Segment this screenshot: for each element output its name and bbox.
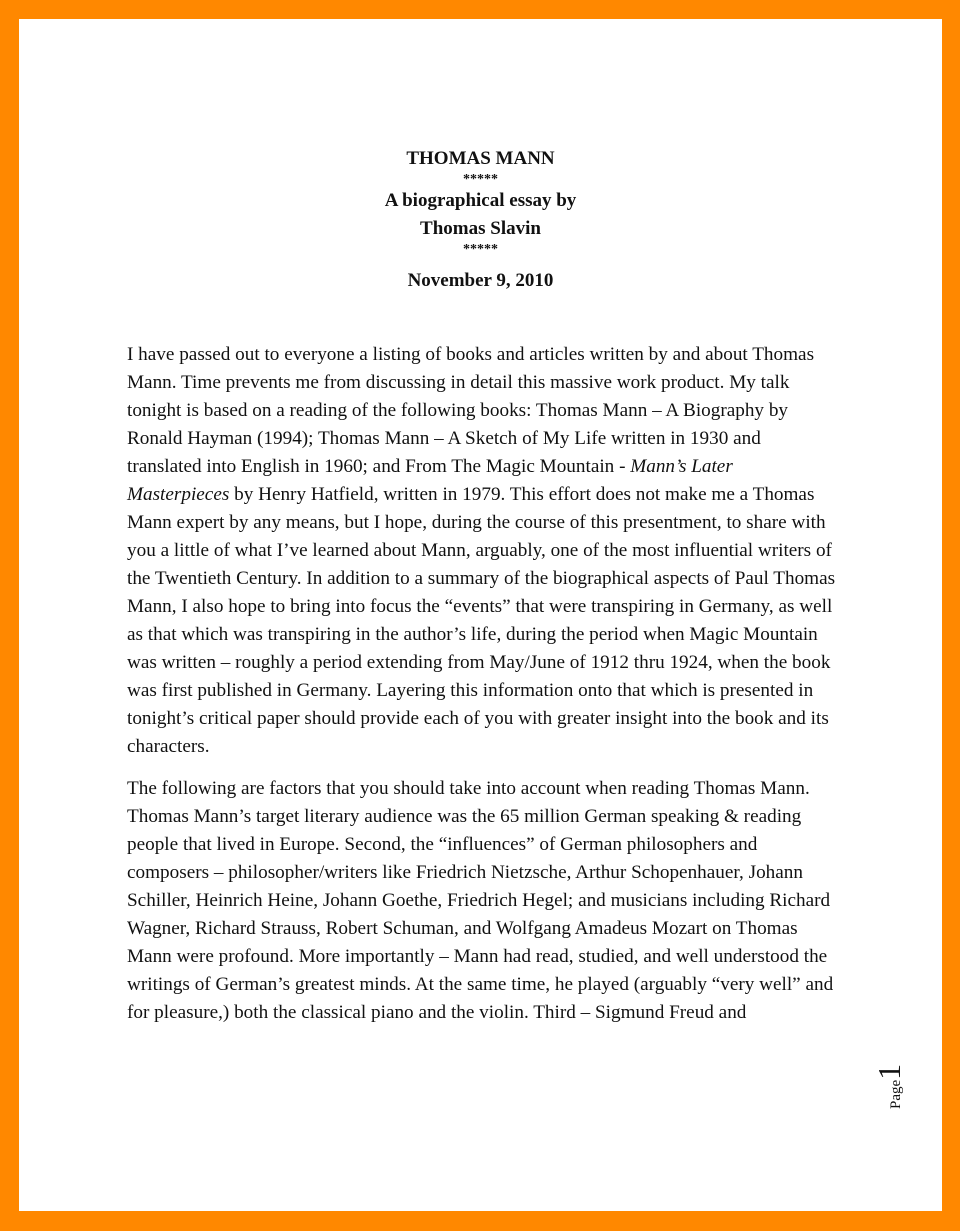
paragraph: The following are factors that you should take into account when reading Thomas Mann. Thomas Mann’s target literary audience was the 65 million German speaking & reading people that lived in Europe. Second, the “influences” of German philosophers and composers – philosopher/writers like Friedrich Nietzsche, Arthur Schopenhauer, Johann Schiller, Heinrich Heine, Johann Goethe, Friedrich Hegel; and musicians including Richard Wagner, Richard Strauss, Robert Schuman, and Wolfgang Amadeus Mozart on Thomas Mann were profound. More importantly – Mann had read, studied, and well understood the writings of German’s greatest minds. At the same time, he played (arguably “very well” and for pleasure,) both the classical piano and the violin. Third – Sigmund Freud and [127,778,834,1023]
page-label: Page [888,1079,904,1109]
subtitle-line-1: A biographical essay by [384,190,577,211]
separator-stars: ***** [463,172,498,187]
document-header [19,145,942,295]
author-name: Thomas Slavin [420,218,541,239]
document-title: THOMAS MANN [406,148,555,169]
document-date: November 9, 2010 [407,270,554,291]
document-page [19,19,942,1211]
page-number-value: 1 [871,1063,907,1080]
paragraph-text: by Henry Hatfield, written in 1979. This effort does not make me a Thomas Mann expert by any means, but I hope, during the course of this presentment, to share with you a little of what I’ve learned about Mann, arguably, one of the most influential writers of the Twentieth Century. In addition to a summary of the biographical aspects of Paul Thomas Mann, I also hope to bring into focus the “events” that were transpiring in Germany, as well as that which was transpiring in the author’s life, during the period when Magic Mountain was written – roughly a period extending from May/June of 1912 thru 1924, when the book was first published in Germany. Layering this information onto that which is presented in tonight’s critical paper should provide each of you with greater insight into the book and its characters. [127,484,836,757]
book-title-italic: Mann’s Later Masterpieces [127,456,733,505]
separator-stars: ***** [463,242,498,257]
document-body [127,341,839,1041]
paragraph [127,341,839,761]
page-number [871,1065,915,1109]
paragraph-text: I have passed out to everyone a listing of books and articles written by and about Thomas Mann. Time prevents me from discussing in detail this massive work product. My talk tonight is based on a reading of the following books: Thomas Mann – A Biography by Ronald Hayman (1994); Thomas Mann – A Sketch of My Life written in 1930 and translated into English in 1960; and From The Magic Mountain - [127,344,815,477]
